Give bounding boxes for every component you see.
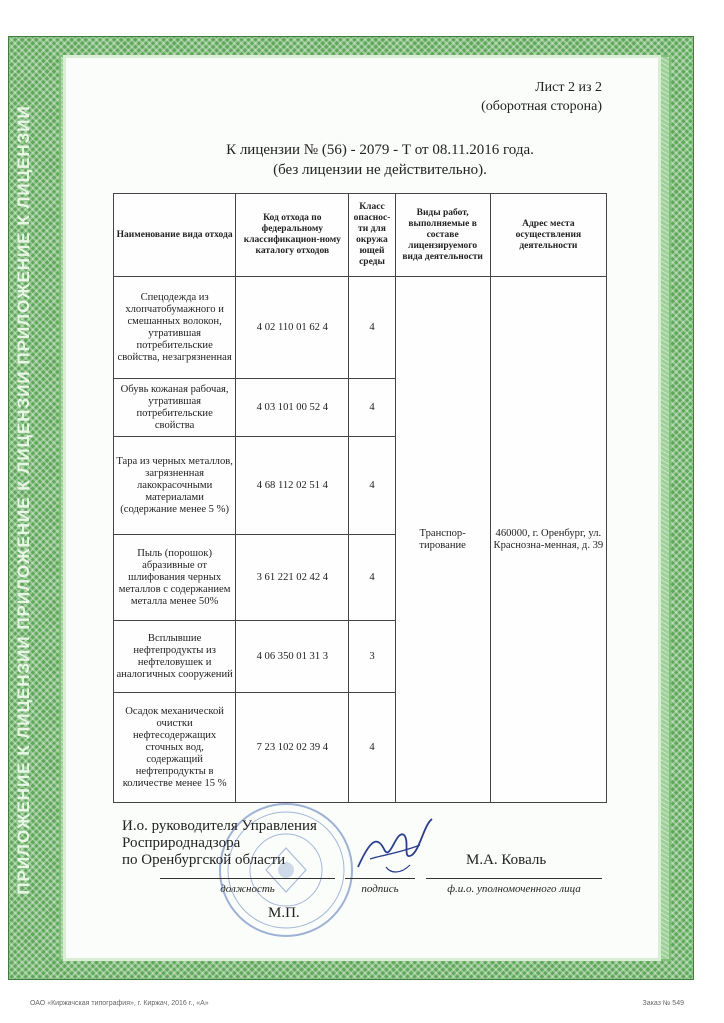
hazard-class: 4 — [349, 693, 395, 803]
caption-signature: подпись — [361, 883, 399, 895]
waste-code: 7 23 102 02 39 4 — [236, 693, 349, 803]
caption-position: должность — [220, 883, 275, 895]
border-vertical-text: ПРИЛОЖЕНИЕ К ЛИЦЕНЗИИ ПРИЛОЖЕНИЕ К ЛИЦЕНЗИИ ПРИЛОЖЕНИЕ К ЛИЦЕНЗИИ — [14, 105, 33, 895]
hazard-class: 4 — [349, 379, 395, 437]
waste-name: Спецодежда из хлопчатобумажного и смешанных волокон, утратившая потребительские свойства, незагрязненная — [114, 277, 236, 379]
column-header-waste-code: Код отхода по федеральному классификацион-ному каталогу отходов — [236, 194, 349, 277]
signer-position-line: Росприроднадзора — [122, 835, 241, 851]
printer-imprint: ОАО «Киржачская типография», г. Киржач, 2016 г., «А» — [30, 1000, 209, 1007]
signer-position-line: по Оренбургской области — [122, 852, 286, 868]
signer-name: М.А. Коваль — [466, 852, 547, 868]
sheet-number: Лист 2 из 2 — [535, 80, 602, 95]
table-row — [114, 277, 607, 379]
waste-code: 4 06 350 01 31 3 — [236, 621, 349, 693]
waste-code: 3 61 221 02 42 4 — [236, 535, 349, 621]
activity-type: Транспор-тирование — [395, 277, 490, 803]
column-header-waste-name: Наименование вида отхода — [114, 194, 236, 277]
signer-position — [122, 818, 317, 869]
hazard-class: 4 — [349, 535, 395, 621]
column-header-hazard-class: Класс опаснос-ти для окружа ющей среды — [349, 194, 395, 277]
hazard-class: 3 — [349, 621, 395, 693]
waste-name: Осадок механической очистки нефтесодержащих сточных вод, содержащий нефтепродукты в количестве менее 15 % — [114, 693, 236, 803]
caption-name: ф.и.о. уполномоченного лица — [447, 883, 581, 895]
waste-table — [113, 193, 607, 803]
activity-address: 460000, г. Оренбург, ул. Краснозна-менная, д. 39 — [490, 277, 606, 803]
stamp-place: М.П. — [268, 905, 300, 921]
signature-underline — [345, 878, 415, 879]
waste-code: 4 68 112 02 51 4 — [236, 437, 349, 535]
waste-name: Тара из черных металлов, загрязненная лакокрасочными материалами (содержание менее 5 %) — [114, 437, 236, 535]
name-underline — [426, 878, 602, 879]
waste-name: Всплывшие нефтепродукты из нефтеловушек и аналогичных сооружений — [114, 621, 236, 693]
order-number: Заказ № 549 — [642, 1000, 684, 1007]
handwritten-signature — [350, 815, 440, 885]
hazard-class: 4 — [349, 437, 395, 535]
waste-name: Обувь кожаная рабочая, утратившая потребительские свойства — [114, 379, 236, 437]
waste-name: Пыль (порошок) абразивные от шлифования черных металлов с содержанием металла менее 50% — [114, 535, 236, 621]
license-note: (без лицензии не действительно). — [273, 162, 487, 178]
hazard-class: 4 — [349, 277, 395, 379]
sheet-side: (оборотная сторона) — [481, 99, 602, 114]
position-underline — [160, 878, 335, 879]
column-header-address: Адрес места осуществления деятельности — [490, 194, 606, 277]
column-header-activity: Виды работ, выполняемые в составе лицензируемого вида деятельности — [395, 194, 490, 277]
license-title: К лицензии № (56) - 2079 - Т от 08.11.2016 года. — [226, 142, 534, 158]
signer-position-line: И.о. руководителя Управления — [122, 818, 317, 834]
waste-code: 4 02 110 01 62 4 — [236, 277, 349, 379]
waste-code: 4 03 101 00 52 4 — [236, 379, 349, 437]
table-header-row — [114, 194, 607, 277]
